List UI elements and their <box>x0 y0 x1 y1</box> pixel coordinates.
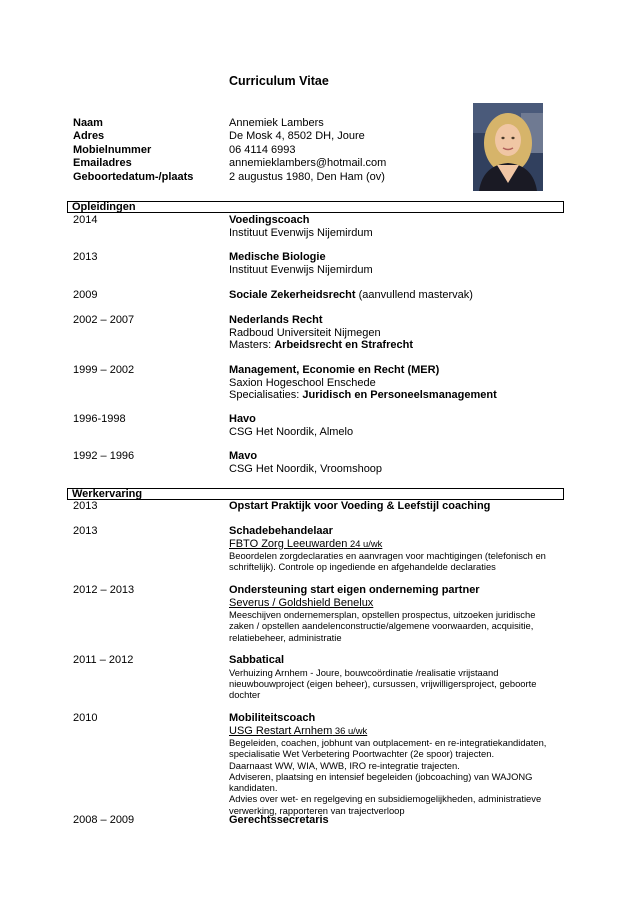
label-email: Emailadres <box>73 157 132 170</box>
work-description-line: Daarnaast WW, WIA, WWB, IRO re-integratie trajecten. <box>229 759 460 771</box>
work-description-line: verwerking, rapporteren van trajectverloop <box>229 804 405 816</box>
work-year: 2011 – 2012 <box>73 654 134 666</box>
personal-row-mobile <box>73 143 493 157</box>
work-year: 2013 <box>73 525 98 537</box>
work-description-line: Beoordelen zorgdeclaraties en aanvragen voor machtigingen (telefonisch en <box>229 550 546 561</box>
work-description-line: Advies over wet- en regelgeving en subsidiemogelijkheden, administratieve <box>229 793 542 805</box>
work-description-line: Verhuizing Arnhem - Joure, bouwcoördinatie /realisatie vrijstaand <box>229 666 499 678</box>
value-address: De Mosk 4, 8502 DH, Joure <box>229 130 365 143</box>
education-title-suffix: (aanvullend mastervak) <box>355 289 473 301</box>
education-title: Mavo <box>229 450 258 462</box>
profile-photo <box>473 103 543 191</box>
education-extra-value: Juridisch en Personeelsmanagement <box>302 389 497 401</box>
education-extra-label: Masters: <box>229 339 275 351</box>
education-institute: CSG Het Noordik, Vroomshoop <box>229 462 383 475</box>
work-description-line: Adviseren, plaatsing en intensief begeleiden (jobcoaching) van WAJONG <box>229 770 533 782</box>
education-year: 2002 – 2007 <box>73 314 135 326</box>
value-name: Annemiek Lambers <box>229 116 324 129</box>
education-year: 2013 <box>73 251 98 263</box>
work-description-line: dochter <box>229 689 261 701</box>
work-item <box>73 500 563 513</box>
personal-row-name <box>73 116 493 130</box>
work-title: Opstart Praktijk voor Voeding & Leefstijl coaching <box>229 500 491 512</box>
work-item <box>73 814 563 827</box>
education-extra-label: Specialisaties: <box>229 389 303 401</box>
personal-details <box>73 116 493 184</box>
education-institute: CSG Het Noordik, Almelo <box>229 425 354 438</box>
education-extra-value: Arbeidsrecht en Strafrecht <box>274 339 413 351</box>
work-description-line: Meeschijven ondernemersplan, opstellen prospectus, uitzoeken juridische <box>229 609 536 620</box>
work-year: 2013 <box>73 500 98 512</box>
work-description-line: relatiebeheer, administratie <box>229 631 342 643</box>
education-institute: Instituut Evenwijs Nijemirdum <box>229 226 373 239</box>
section-education-heading: Opleidingen <box>67 201 564 213</box>
work-description-line: specialisatie Wet Verbetering Poortwachter (2e spoor) trajecten. <box>229 748 495 760</box>
label-name: Naam <box>73 116 103 129</box>
work-item <box>73 584 563 643</box>
work-year: 2012 – 2013 <box>73 584 135 596</box>
work-title: Mobiliteitscoach <box>229 712 316 724</box>
education-item <box>73 314 563 352</box>
work-employer: FBTO Zorg Leeuwarden <box>229 537 348 550</box>
value-email: annemieklambers@hotmail.com <box>229 157 387 170</box>
work-description-line: Begeleiden, coachen, jobhunt van outplacement- en re-integratiekandidaten, <box>229 737 547 748</box>
work-title: Sabbatical <box>229 654 285 666</box>
education-item <box>73 289 563 302</box>
value-birth: 2 augustus 1980, Den Ham (ov) <box>229 170 385 183</box>
work-item <box>73 712 563 816</box>
portrait-image <box>473 103 543 191</box>
education-institute: Radboud Universiteit Nijmegen <box>229 326 381 339</box>
work-title: Schadebehandelaar <box>229 525 333 537</box>
work-title: Gerechtssecretaris <box>229 814 329 826</box>
work-item <box>73 654 563 700</box>
education-title: Medische Biologie <box>229 251 326 263</box>
work-description-line: nieuwbouwproject (eigen beheer), cursussen, vrijwilligersproject, geboorte <box>229 677 537 689</box>
education-title: Management, Economie en Recht (MER) <box>229 364 440 376</box>
education-title: Voedingscoach <box>229 214 310 226</box>
work-description-line: schriftelijk). Controle op ingediende en afgehandelde declaraties <box>229 561 496 573</box>
work-year: 2008 – 2009 <box>73 814 135 826</box>
page-title: Curriculum Vitae <box>229 74 329 88</box>
education-item <box>73 413 563 438</box>
education-year: 2014 <box>73 214 98 226</box>
education-item <box>73 214 563 239</box>
education-item <box>73 450 563 475</box>
education-institute: Instituut Evenwijs Nijemirdum <box>229 263 373 276</box>
work-hours: 36 u/wk <box>332 724 368 736</box>
label-address: Adres <box>73 130 105 143</box>
work-item <box>73 525 563 573</box>
education-year: 1992 – 1996 <box>73 450 135 462</box>
work-title: Ondersteuning start eigen onderneming partner <box>229 584 480 596</box>
label-birth: Geboortedatum-/plaats <box>73 170 194 183</box>
education-title: Nederlands Recht <box>229 314 323 326</box>
personal-row-address <box>73 130 493 144</box>
section-work-heading: Werkervaring <box>67 488 564 500</box>
education-institute: Saxion Hogeschool Enschede <box>229 376 376 389</box>
label-mobile: Mobielnummer <box>73 143 152 156</box>
work-year: 2010 <box>73 712 98 724</box>
education-year: 2009 <box>73 289 98 301</box>
education-item <box>73 364 563 402</box>
work-description-line: kandidaten. <box>229 782 278 794</box>
personal-row-email <box>73 157 493 171</box>
education-year: 1996-1998 <box>73 413 126 425</box>
education-year: 1999 – 2002 <box>73 364 135 376</box>
work-employer: USG Restart Arnhem <box>229 724 333 737</box>
education-title: Havo <box>229 413 256 425</box>
education-title: Sociale Zekerheidsrecht <box>229 289 356 301</box>
work-description-line: zaken / opstellen aandelenconstructie/algemene voorwaarden, acquisitie, <box>229 620 534 632</box>
work-employer: Severus / Goldshield Benelux <box>229 596 374 609</box>
education-item <box>73 251 563 276</box>
personal-row-birth <box>73 170 493 184</box>
work-hours: 24 u/wk <box>347 537 383 549</box>
value-mobile: 06 4114 6993 <box>229 143 296 156</box>
